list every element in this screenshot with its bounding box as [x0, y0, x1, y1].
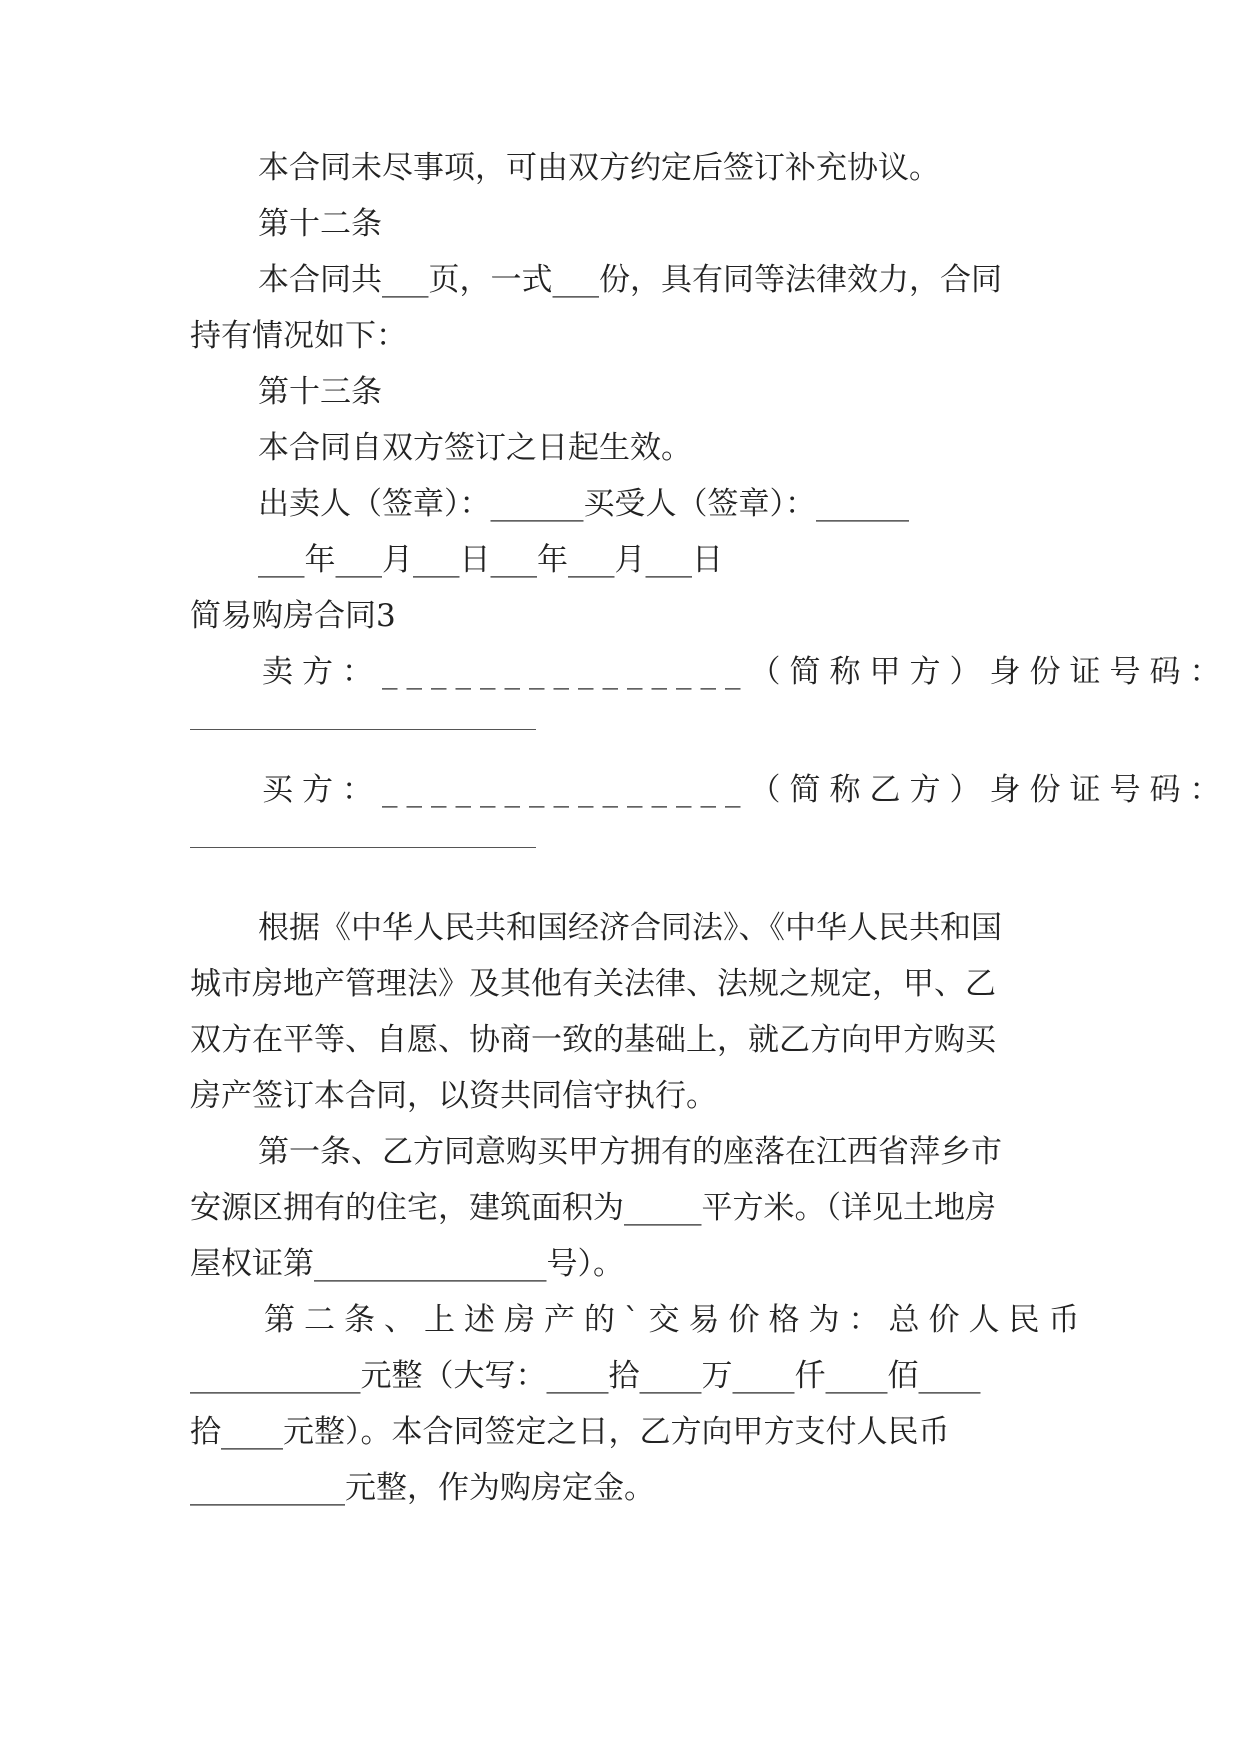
- article-2-line3: 拾____元整）。本合同签定之日，乙方向甲方支付人民币: [190, 1414, 950, 1450]
- paragraph-supplement: 本合同未尽事项，可由双方约定后签订补充协议。: [258, 150, 940, 186]
- article-2-line2: ___________元整（大写：____拾____万____仟____佰____: [190, 1358, 981, 1394]
- article-1-line2: 安源区拥有的住宅，建筑面积为_____平方米。（详见土地房: [190, 1190, 996, 1226]
- preamble-line2: 城市房地产管理法》及其他有关法律、法规之规定，甲、乙: [190, 966, 996, 1002]
- seller-id-blank: [190, 729, 536, 730]
- contract-title: 简易购房合同3: [190, 598, 396, 634]
- paragraph-copies-line2: 持有情况如下：: [190, 318, 407, 354]
- signature-line: 出卖人（签章）：______买受人（签章）：______: [258, 486, 909, 522]
- preamble-line1: 根据《中华人民共和国经济合同法》、《中华人民共和国: [258, 910, 1002, 946]
- date-line: ___年___月___日___年___月___日: [258, 542, 723, 578]
- paragraph-copies-line1: 本合同共___页，一式___份，具有同等法律效力，合同: [258, 262, 1002, 298]
- preamble-line3: 双方在平等、自愿、协商一致的基础上，就乙方向甲方购买: [190, 1022, 996, 1058]
- article-1-line3: 屋权证第_______________号）。: [190, 1246, 624, 1282]
- preamble-line4: 房产签订本合同，以资共同信守执行。: [190, 1078, 717, 1114]
- article-2-line1: 第二条、上述房产的`交易价格为：总价人民币: [264, 1302, 1089, 1338]
- article-1-line1: 第一条、乙方同意购买甲方拥有的座落在江西省萍乡市: [258, 1134, 1002, 1170]
- buyer-id-blank: [190, 847, 536, 848]
- buyer-line: 买方：_______________（简称乙方）身份证号码：: [262, 772, 1230, 808]
- article-2-line4: __________元整，作为购房定金。: [190, 1470, 655, 1506]
- article-13-heading: 第十三条: [258, 374, 382, 410]
- paragraph-effective: 本合同自双方签订之日起生效。: [258, 430, 692, 466]
- seller-line: 卖方：_______________（简称甲方）身份证号码：: [262, 654, 1230, 690]
- article-12-heading: 第十二条: [258, 206, 382, 242]
